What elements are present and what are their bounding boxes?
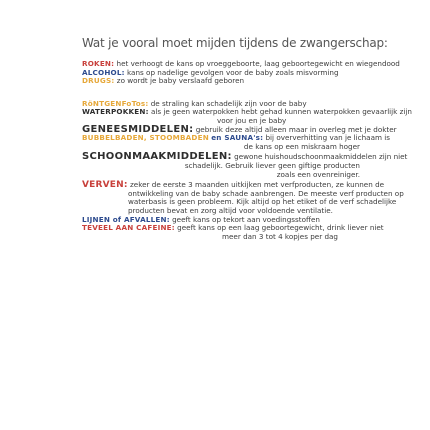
text-alcohol: kans op nadelige gevolgen voor de baby zoals misvorming (127, 67, 339, 77)
text-schoonmaak-1: gewone huishoudschoonmaakmiddelen zijn niet (234, 152, 408, 162)
text-lijnen: geeft kans op tekort aan voedingsstoffen (172, 214, 320, 224)
keyword-drugs: DRUGS: (82, 76, 115, 86)
keyword-roken: ROKEN: (82, 59, 115, 68)
text-waterpokken-2: voor jou en je baby (217, 115, 287, 125)
text-drugs: zo wordt je baby verslaafd geboren (116, 76, 245, 86)
text-roken: het verhoogt de kans op vroeggeboorte, laag geboortegewicht en wiegendood (116, 59, 400, 68)
text-waterpokken-1: als je geen waterpokken hebt gehad kunnen waterpokken gevaarlijk zijn (150, 107, 412, 117)
text-verven-4: producten bevat en zorg altijd voor voldoende ventilatie. (128, 205, 333, 215)
keyword-cafeine: TEVEEL AAN CAFEINE: (82, 223, 175, 233)
entry-cafeine-cont (82, 233, 420, 242)
keyword-geneesmiddelen: GENEESMIDDELEN: (82, 123, 194, 135)
text-verven-2: ontwikkeling van de baby schade aanbrengen. De meeste verf producten op (128, 188, 404, 198)
entry-drugs (82, 77, 420, 86)
keyword-verven: VERVEN: (82, 180, 128, 191)
text-bubbelbaden-1: bij oververhitting van je lichaam is (265, 133, 391, 143)
text-schoonmaak-3: zoals een ovenreiniger. (276, 169, 360, 179)
keyword-bubbelbaden: BUBBELBADEN, STOOMBADEN (82, 133, 209, 143)
substances-group (82, 60, 420, 86)
page-title: Wat je vooral moet mijden tijdens de zwangerschap: (82, 36, 388, 50)
text-verven-1: zeker de eerste 3 maanden uitkijken met verfproducten, ze kunnen de (130, 180, 385, 190)
text-geneesmiddelen: gebruik deze altijd alleen maar in overleg met je dokter (195, 124, 397, 134)
text-verven-3: waterbasis is geen probleem. Kijk altijd op het etiket of de verf schadelijke (128, 197, 397, 207)
keyword-lijnen: LIJNEN of AFVALLEN: (82, 214, 170, 224)
entry-schoonmaak-cont (82, 162, 420, 179)
keyword-waterpokken: WATERPOKKEN: (82, 107, 149, 117)
keyword-alcohol: ALCOHOL: (82, 67, 125, 77)
text-schoonmaak-2: schadelijk. Gebruik liever geen giftige producten (184, 160, 360, 170)
keyword-sauna: en SAUNA's: (211, 133, 264, 143)
text-cafeine-1: geeft kans op een laag geboortegewicht, drink liever niet (177, 223, 384, 233)
text-bubbelbaden-2: de kans op een miskraam hoger (243, 141, 360, 151)
entry-bubbelbaden-cont (82, 143, 420, 152)
text-rontgen: de straling kan schadelijk zijn voor de baby (150, 98, 307, 108)
entry-verven-cont (82, 190, 420, 216)
keyword-rontgen: RöNTGENFoTos: (82, 98, 149, 108)
text-cafeine-2: meer dan 3 tot 4 kopjes per dag (222, 231, 338, 241)
keyword-schoonmaak: SCHOONMAAKMIDDELEN: (82, 151, 232, 163)
